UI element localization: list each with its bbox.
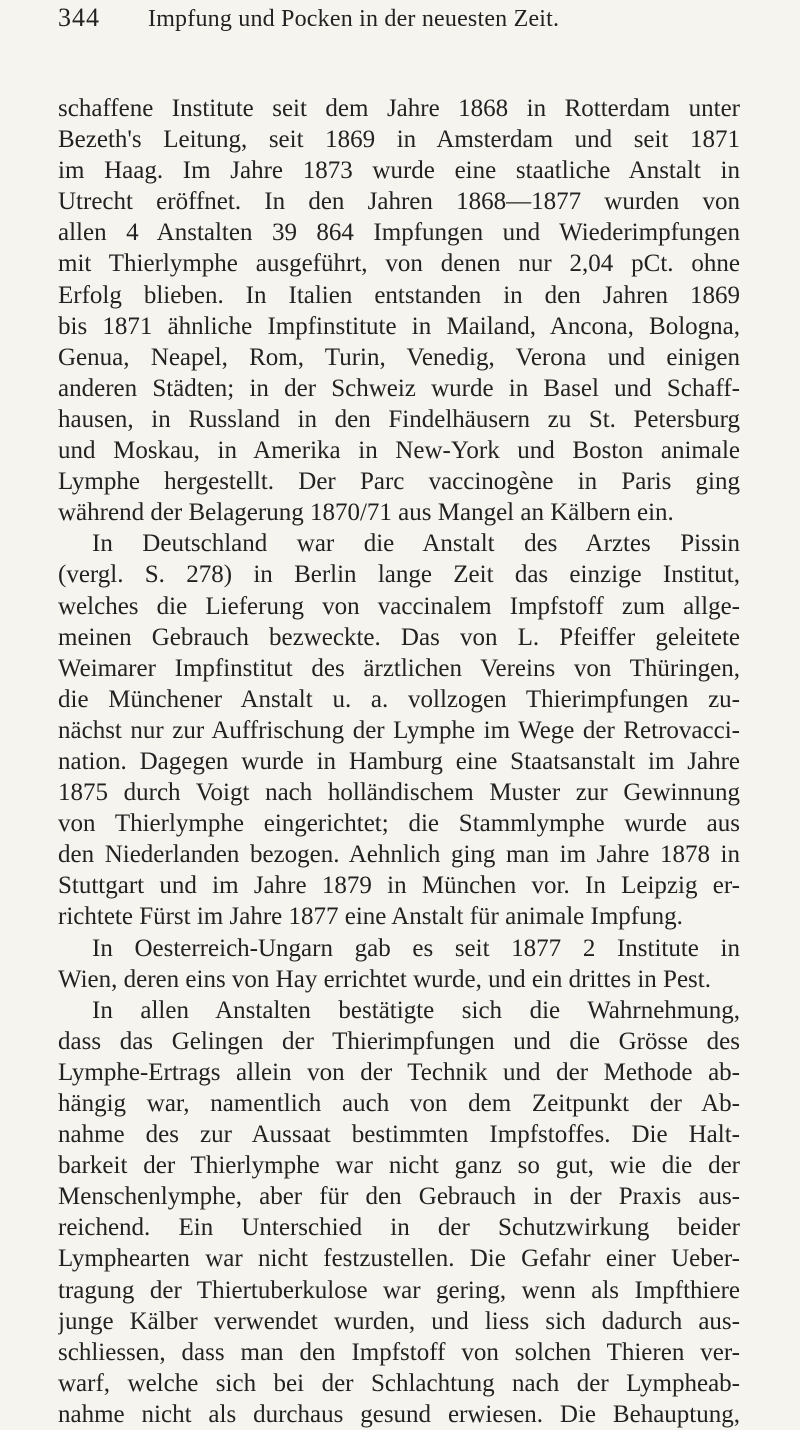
text-line: Genua, Neapel, Rom, Turin, Venedig, Verona und einigen [58, 343, 740, 371]
text-line: nahme nicht als durchaus gesund erwiesen. Die Behauptung, [58, 1400, 740, 1428]
text-line: 1875 durch Voigt nach holländischem Muster zur Gewinnung [58, 779, 740, 807]
text-line: meinen Gebrauch bezweckte. Das von L. Pfeiffer geleitete [58, 623, 740, 651]
paragraph-start-line: In Oesterreich-Ungarn gab es seit 1877 2 Institute in [92, 934, 740, 962]
text-line: nächst nur zur Auffrischung der Lymphe im Wege der Retrovacci- [58, 716, 740, 744]
text-line: allen 4 Anstalten 39 864 Impfungen und Wiederimpfungen [58, 219, 740, 247]
text-line: Weimarer Impfinstitut des ärztlichen Vereins von Thüringen, [58, 654, 740, 682]
text-line: dass das Gelingen der Thierimpfungen und die Grösse des [58, 1027, 740, 1055]
text-line: die Münchener Anstalt u. a. vollzogen Thierimpfungen zu- [58, 685, 740, 713]
body-text [58, 93, 740, 1430]
text-line: mit Thierlymphe ausgeführt, von denen nur 2,04 pCt. ohne [58, 250, 740, 278]
text-line: Utrecht eröffnet. In den Jahren 1868—1877 wurden von [58, 188, 740, 216]
text-line: junge Kälber verwendet wurden, und liess sich dadurch aus- [58, 1307, 740, 1335]
text-line: barkeit der Thierlymphe war nicht ganz so gut, wie die der [58, 1152, 740, 1180]
text-line: von Thierlymphe eingerichtet; die Stammlymphe wurde aus [58, 810, 740, 838]
text-line: (vergl. S. 278) in Berlin lange Zeit das einzige Institut, [58, 561, 740, 589]
text-line: Lymphe hergestellt. Der Parc vaccinogène in Paris ging [58, 468, 740, 496]
text-line: Lymphe-Ertrags allein von der Technik und der Methode ab- [58, 1058, 740, 1086]
text-line: und Moskau, in Amerika in New-York und Boston animale [58, 437, 740, 465]
text-line: im Haag. Im Jahre 1873 wurde eine staatliche Anstalt in [58, 157, 740, 185]
paragraph-start-line: In Deutschland war die Anstalt des Arztes Pissin [92, 530, 740, 558]
text-line: Lymphearten war nicht festzustellen. Die Gefahr einer Ueber- [58, 1245, 740, 1273]
text-line: Bezeth's Leitung, seit 1869 in Amsterdam und seit 1871 [58, 126, 740, 154]
text-line: schliessen, dass man den Impfstoff von solchen Thieren ver- [58, 1338, 740, 1366]
running-title: Impfung und Pocken in der neuesten Zeit. [148, 6, 560, 32]
text-line: warf, welche sich bei der Schlachtung nach der Lympheab- [58, 1369, 740, 1397]
text-line: hausen, in Russland in den Findelhäusern zu St. Petersburg [58, 405, 740, 433]
page-number: 344 [58, 3, 100, 32]
text-line: anderen Städten; in der Schweiz wurde in Basel und Schaff- [58, 374, 740, 402]
paragraph-start-line: In allen Anstalten bestätigte sich die Wahrnehmung, [92, 996, 740, 1024]
text-line: schaffene Institute seit dem Jahre 1868 in Rotterdam unter [58, 95, 740, 122]
text-line: bis 1871 ähnliche Impfinstitute in Mailand, Ancona, Bologna, [58, 312, 740, 340]
text-line: welches die Lieferung von vaccinalem Impfstoff zum allge- [58, 592, 740, 620]
text-line: Erfolg blieben. In Italien entstanden in den Jahren 1869 [58, 281, 740, 309]
text-line: richtete Fürst im Jahre 1877 eine Anstalt für animale Impfung. [58, 903, 683, 931]
page-header [58, 3, 740, 39]
text-line: während der Belagerung 1870/71 aus Mangel an Kälbern ein. [58, 499, 674, 527]
text-line: reichend. Ein Unterschied in der Schutzwirkung beider [58, 1214, 740, 1242]
text-line: Wien, deren eins von Hay errichtet wurde, und ein drittes in Pest. [58, 965, 711, 993]
text-line: nahme des zur Aussaat bestimmten Impfstoffes. Die Halt- [58, 1121, 740, 1149]
text-line: hängig war, namentlich auch von dem Zeitpunkt der Ab- [58, 1090, 740, 1117]
text-line: nation. Dagegen wurde in Hamburg eine Staatsanstalt im Jahre [58, 747, 740, 775]
text-line: Stuttgart und im Jahre 1879 in München vor. In Leipzig er- [58, 872, 740, 900]
text-line: Menschenlymphe, aber für den Gebrauch in der Praxis aus- [58, 1183, 740, 1211]
text-line: tragung der Thiertuberkulose war gering, wenn als Impfthiere [58, 1276, 740, 1304]
text-line: den Niederlanden bezogen. Aehnlich ging man im Jahre 1878 in [58, 841, 740, 869]
